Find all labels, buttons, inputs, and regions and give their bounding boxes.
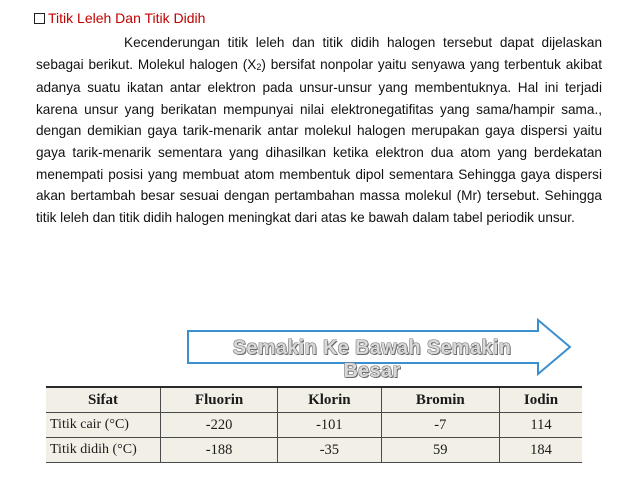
- table-cell: 184: [500, 438, 582, 463]
- table-cell: 114: [500, 413, 582, 438]
- paragraph-part-2: ) bersifat nonpolar yaitu senyawa yang terbentuk akibat adanya suatu ikatan antar elektron pada unsur-unsur yang membentuknya. Hal ini terjadi karena unsur yang berikatan mempunyai nilai elektronegatifitas yang sama/hampir sama., dengan demikian gaya tarik-menarik antar molekul halogen merupakan gaya dispersi yaitu gaya tarik-menarik sementara yang dihasilkan ketika elektron dua atom yang berdekatan menempati posisi yang membuat atom membentuk dipol sementara Sehingga gaya dispersi akan bertambah besar sesuai dengan pertambahan massa molekul (Mr) tersebut. Sehingga titik leleh dan titik didih halogen meningkat dari atas ke bawah dalam tabel periodik unsur.: [36, 56, 602, 225]
- header-bromin: Bromin: [381, 387, 500, 413]
- table-row: [46, 438, 582, 463]
- halogen-properties-table: [46, 386, 582, 463]
- table-cell: -220: [161, 413, 278, 438]
- table-cell: 59: [381, 438, 500, 463]
- header-fluorin: Fluorin: [161, 387, 278, 413]
- section-heading-text: Titik Leleh Dan Titik Didih: [48, 10, 206, 26]
- halogen-table-image: [46, 386, 582, 462]
- row-label: Titik cair (°C): [46, 413, 161, 438]
- body-paragraph: [36, 32, 602, 228]
- section-heading: [34, 10, 205, 26]
- table-cell: -7: [381, 413, 500, 438]
- table-cell: -101: [278, 413, 381, 438]
- table-header-row: [46, 387, 582, 413]
- header-sifat: Sifat: [46, 387, 161, 413]
- row-label: Titik didih (°C): [46, 438, 161, 463]
- arrow-label: Semakin Ke Bawah Semakin Besar: [232, 337, 512, 382]
- table-cell: -188: [161, 438, 278, 463]
- header-klorin: Klorin: [278, 387, 381, 413]
- checkbox-bullet-icon: [34, 13, 45, 24]
- header-iodin: Iodin: [500, 387, 582, 413]
- table-cell: -35: [278, 438, 381, 463]
- trend-arrow: [186, 318, 572, 382]
- paragraph-subscript: 2: [256, 61, 262, 72]
- paragraph-part-1: Kecenderungan titik leleh dan titik didih halogen tersebut dapat dijelaskan sebagai berikut. Molekul halogen (X: [36, 35, 602, 72]
- table-row: [46, 413, 582, 438]
